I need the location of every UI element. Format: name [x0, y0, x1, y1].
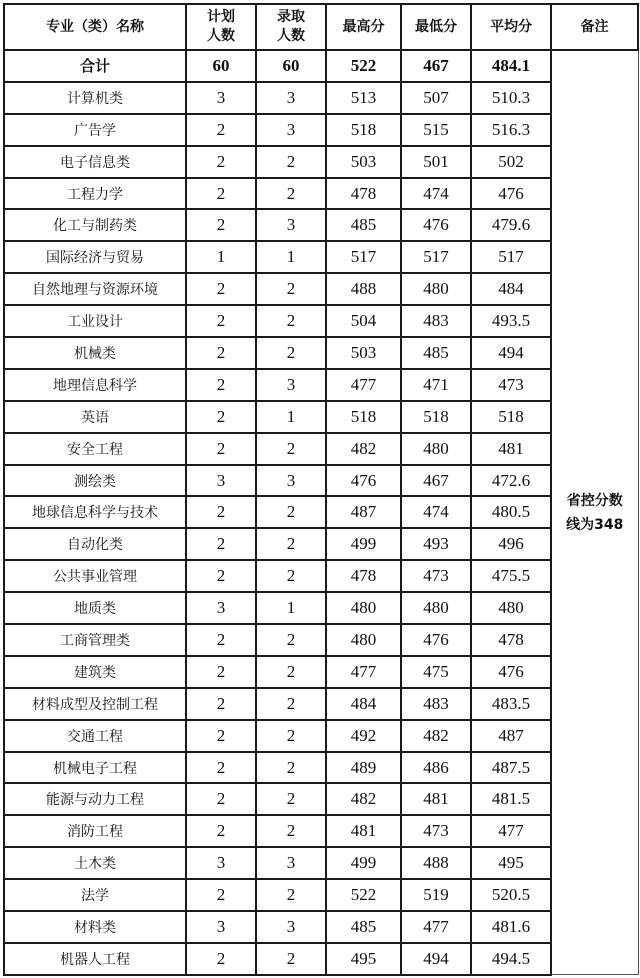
avg-score: 478	[471, 624, 551, 656]
header-avg-score: 平均分	[471, 4, 551, 50]
table-row	[4, 305, 638, 337]
planned-count: 2	[186, 433, 256, 465]
avg-score: 493.5	[471, 305, 551, 337]
major-name: 公共事业管理	[4, 560, 186, 592]
max-score: 488	[326, 273, 401, 305]
min-score: 501	[401, 146, 471, 178]
max-score: 476	[326, 465, 401, 497]
planned-count: 2	[186, 815, 256, 847]
planned-count: 3	[186, 592, 256, 624]
note-line2: 线为348	[566, 516, 624, 533]
table-row	[4, 943, 638, 975]
table-row	[4, 209, 638, 241]
header-note: 备注	[551, 4, 638, 50]
min-score: 477	[401, 911, 471, 943]
table-row	[4, 496, 638, 528]
min-score: 480	[401, 273, 471, 305]
admitted-count: 2	[256, 305, 326, 337]
major-name: 国际经济与贸易	[4, 241, 186, 273]
max-score: 518	[326, 401, 401, 433]
table-row	[4, 879, 638, 911]
avg-score: 476	[471, 656, 551, 688]
planned-count: 2	[186, 305, 256, 337]
avg-score: 475.5	[471, 560, 551, 592]
max-score: 489	[326, 752, 401, 784]
max-score: 482	[326, 783, 401, 815]
min-score: 476	[401, 209, 471, 241]
table-row	[4, 783, 638, 815]
admitted-count: 3	[256, 209, 326, 241]
major-name: 能源与动力工程	[4, 783, 186, 815]
planned-count: 2	[186, 783, 256, 815]
header-min-score: 最低分	[401, 4, 471, 50]
table-row	[4, 146, 638, 178]
max-score: 513	[326, 82, 401, 114]
major-name: 工业设计	[4, 305, 186, 337]
major-name: 地质类	[4, 592, 186, 624]
avg-score: 494	[471, 337, 551, 369]
admitted-count: 2	[256, 752, 326, 784]
admitted-count: 2	[256, 560, 326, 592]
major-name: 自然地理与资源环境	[4, 273, 186, 305]
max-score: 492	[326, 720, 401, 752]
avg-score: 517	[471, 241, 551, 273]
admitted-count: 3	[256, 114, 326, 146]
admitted-count: 3	[256, 465, 326, 497]
max-score: 504	[326, 305, 401, 337]
planned-count: 2	[186, 656, 256, 688]
admitted-count: 2	[256, 879, 326, 911]
admitted-count: 2	[256, 433, 326, 465]
table-row	[4, 465, 638, 497]
table-row	[4, 273, 638, 305]
header-planned-count-line1: 计划	[207, 9, 235, 25]
min-score: 507	[401, 82, 471, 114]
planned-count: 2	[186, 752, 256, 784]
max-score: 487	[326, 496, 401, 528]
planned-count: 2	[186, 943, 256, 975]
major-name: 消防工程	[4, 815, 186, 847]
table-row	[4, 592, 638, 624]
max-score: 503	[326, 337, 401, 369]
planned-count: 3	[186, 911, 256, 943]
avg-score: 518	[471, 401, 551, 433]
min-score: 473	[401, 815, 471, 847]
major-name: 法学	[4, 879, 186, 911]
min-score: 476	[401, 624, 471, 656]
total-row	[4, 50, 638, 82]
avg-score: 476	[471, 178, 551, 210]
table-row	[4, 720, 638, 752]
planned-count: 2	[186, 624, 256, 656]
max-score: 517	[326, 241, 401, 273]
avg-score: 481.5	[471, 783, 551, 815]
min-score: 488	[401, 847, 471, 879]
min-score: 493	[401, 528, 471, 560]
table-row	[4, 433, 638, 465]
min-score: 515	[401, 114, 471, 146]
admitted-count: 2	[256, 178, 326, 210]
min-score: 473	[401, 560, 471, 592]
max-score: 499	[326, 847, 401, 879]
table-row	[4, 528, 638, 560]
min-score: 467	[401, 465, 471, 497]
max-score: 518	[326, 114, 401, 146]
major-name: 自动化类	[4, 528, 186, 560]
major-name: 地球信息科学与技术	[4, 496, 186, 528]
planned-count: 2	[186, 209, 256, 241]
avg-score: 516.3	[471, 114, 551, 146]
header-planned-count	[186, 4, 256, 50]
planned-count: 2	[186, 879, 256, 911]
major-name: 地理信息科学	[4, 369, 186, 401]
major-name: 计算机类	[4, 82, 186, 114]
min-score: 480	[401, 433, 471, 465]
table-row	[4, 911, 638, 943]
min-score: 474	[401, 496, 471, 528]
major-name: 测绘类	[4, 465, 186, 497]
planned-count: 2	[186, 114, 256, 146]
header-planned-count-line2: 人数	[207, 28, 235, 44]
max-score: 477	[326, 656, 401, 688]
min-score: 494	[401, 943, 471, 975]
major-name: 电子信息类	[4, 146, 186, 178]
admitted-count: 2	[256, 688, 326, 720]
total-max: 522	[326, 50, 401, 82]
min-score: 480	[401, 592, 471, 624]
admitted-count: 2	[256, 624, 326, 656]
major-name: 材料类	[4, 911, 186, 943]
min-score: 482	[401, 720, 471, 752]
admitted-count: 1	[256, 592, 326, 624]
note-line1: 省控分数	[566, 492, 623, 509]
avg-score: 487	[471, 720, 551, 752]
avg-score: 477	[471, 815, 551, 847]
admitted-count: 2	[256, 815, 326, 847]
admitted-count: 2	[256, 273, 326, 305]
max-score: 477	[326, 369, 401, 401]
planned-count: 1	[186, 241, 256, 273]
max-score: 485	[326, 911, 401, 943]
major-name: 建筑类	[4, 656, 186, 688]
max-score: 485	[326, 209, 401, 241]
min-score: 481	[401, 783, 471, 815]
header-major-name: 专业（类）名称	[4, 4, 186, 50]
major-name: 机械电子工程	[4, 752, 186, 784]
max-score: 484	[326, 688, 401, 720]
table-row	[4, 114, 638, 146]
min-score: 471	[401, 369, 471, 401]
avg-score: 495	[471, 847, 551, 879]
total-planned: 60	[186, 50, 256, 82]
note-cell	[551, 50, 638, 975]
planned-count: 2	[186, 337, 256, 369]
total-admitted: 60	[256, 50, 326, 82]
planned-count: 3	[186, 82, 256, 114]
planned-count: 3	[186, 465, 256, 497]
avg-score: 480.5	[471, 496, 551, 528]
planned-count: 2	[186, 720, 256, 752]
admitted-count: 3	[256, 82, 326, 114]
header-admitted-count-line1: 录取	[277, 9, 305, 25]
table-row	[4, 401, 638, 433]
admitted-count: 3	[256, 847, 326, 879]
admitted-count: 2	[256, 337, 326, 369]
table-row	[4, 815, 638, 847]
major-name: 广告学	[4, 114, 186, 146]
table-row	[4, 688, 638, 720]
planned-count: 2	[186, 560, 256, 592]
min-score: 483	[401, 688, 471, 720]
max-score: 478	[326, 560, 401, 592]
table-row	[4, 847, 638, 879]
max-score: 480	[326, 592, 401, 624]
avg-score: 494.5	[471, 943, 551, 975]
admitted-count: 1	[256, 401, 326, 433]
table-row	[4, 560, 638, 592]
max-score: 503	[326, 146, 401, 178]
planned-count: 2	[186, 528, 256, 560]
admitted-count: 2	[256, 528, 326, 560]
admitted-count: 3	[256, 369, 326, 401]
admission-scores-table	[3, 3, 639, 976]
major-name: 材料成型及控制工程	[4, 688, 186, 720]
major-name: 工程力学	[4, 178, 186, 210]
min-score: 483	[401, 305, 471, 337]
avg-score: 520.5	[471, 879, 551, 911]
avg-score: 481.6	[471, 911, 551, 943]
table-row	[4, 656, 638, 688]
max-score: 495	[326, 943, 401, 975]
planned-count: 2	[186, 688, 256, 720]
header-admitted-count-line2: 人数	[277, 28, 305, 44]
header-row	[4, 4, 638, 50]
max-score: 480	[326, 624, 401, 656]
major-name: 交通工程	[4, 720, 186, 752]
avg-score: 472.6	[471, 465, 551, 497]
major-name: 英语	[4, 401, 186, 433]
admitted-count: 2	[256, 783, 326, 815]
table-row	[4, 178, 638, 210]
table-row	[4, 369, 638, 401]
min-score: 485	[401, 337, 471, 369]
table-row	[4, 241, 638, 273]
total-avg: 484.1	[471, 50, 551, 82]
planned-count: 2	[186, 369, 256, 401]
max-score: 499	[326, 528, 401, 560]
min-score: 475	[401, 656, 471, 688]
planned-count: 2	[186, 146, 256, 178]
min-score: 474	[401, 178, 471, 210]
table-row	[4, 752, 638, 784]
max-score: 481	[326, 815, 401, 847]
planned-count: 2	[186, 178, 256, 210]
admitted-count: 2	[256, 146, 326, 178]
avg-score: 496	[471, 528, 551, 560]
major-name: 安全工程	[4, 433, 186, 465]
admitted-count: 2	[256, 496, 326, 528]
admitted-count: 3	[256, 911, 326, 943]
major-name: 土木类	[4, 847, 186, 879]
avg-score: 484	[471, 273, 551, 305]
planned-count: 3	[186, 847, 256, 879]
avg-score: 481	[471, 433, 551, 465]
table-row	[4, 337, 638, 369]
total-label: 合计	[4, 50, 186, 82]
avg-score: 483.5	[471, 688, 551, 720]
planned-count: 2	[186, 496, 256, 528]
table-row	[4, 624, 638, 656]
avg-score: 510.3	[471, 82, 551, 114]
major-name: 机械类	[4, 337, 186, 369]
min-score: 519	[401, 879, 471, 911]
admitted-count: 2	[256, 656, 326, 688]
header-max-score: 最高分	[326, 4, 401, 50]
major-name: 工商管理类	[4, 624, 186, 656]
min-score: 517	[401, 241, 471, 273]
admitted-count: 1	[256, 241, 326, 273]
avg-score: 487.5	[471, 752, 551, 784]
planned-count: 2	[186, 401, 256, 433]
avg-score: 502	[471, 146, 551, 178]
avg-score: 473	[471, 369, 551, 401]
max-score: 478	[326, 178, 401, 210]
total-min: 467	[401, 50, 471, 82]
admitted-count: 2	[256, 720, 326, 752]
table-row	[4, 82, 638, 114]
header-admitted-count	[256, 4, 326, 50]
min-score: 518	[401, 401, 471, 433]
planned-count: 2	[186, 273, 256, 305]
min-score: 486	[401, 752, 471, 784]
avg-score: 480	[471, 592, 551, 624]
admitted-count: 2	[256, 943, 326, 975]
major-name: 机器人工程	[4, 943, 186, 975]
avg-score: 479.6	[471, 209, 551, 241]
max-score: 522	[326, 879, 401, 911]
major-name: 化工与制药类	[4, 209, 186, 241]
max-score: 482	[326, 433, 401, 465]
